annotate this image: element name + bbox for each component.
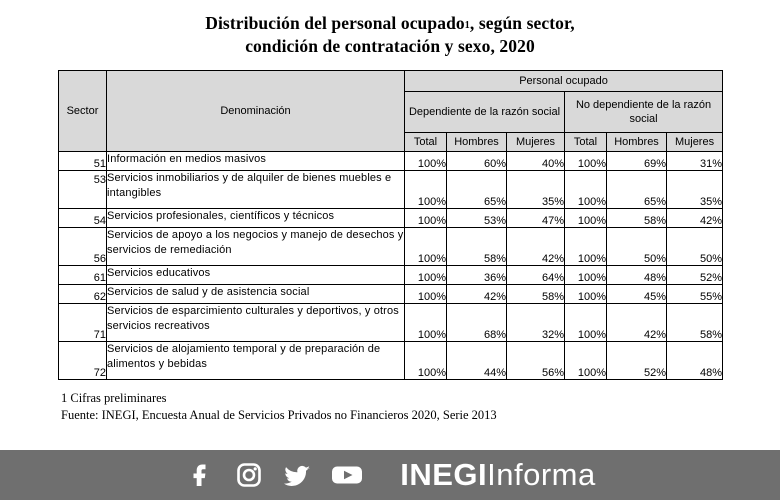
cell-nodep-hombres: 48% [607,266,667,285]
cell-nodep-mujeres: 35% [667,171,723,209]
cell-denominacion: Servicios de esparcimiento culturales y deportivos, y otros servicios recreativos [107,304,405,342]
table-container [58,70,722,380]
table-row [59,342,723,380]
cell-dep-total: 100% [405,152,447,171]
header-sector: Sector [59,71,107,152]
cell-nodep-hombres: 58% [607,209,667,228]
header-row-top [59,71,723,92]
cell-sector: 61 [59,266,107,285]
table-row [59,285,723,304]
header-denominacion: Denominación [107,71,405,152]
cell-nodep-mujeres: 48% [667,342,723,380]
cell-nodep-mujeres: 42% [667,209,723,228]
cell-nodep-mujeres: 52% [667,266,723,285]
cell-nodep-mujeres: 58% [667,304,723,342]
cell-nodep-mujeres: 50% [667,228,723,266]
cell-denominacion: Servicios de apoyo a los negocios y manejo de desechos y servicios de remediación [107,228,405,266]
cell-nodep-hombres: 42% [607,304,667,342]
cell-denominacion: Servicios de salud y de asistencia social [107,285,405,304]
cell-dep-mujeres: 35% [507,171,565,209]
cell-dep-mujeres: 42% [507,228,565,266]
cell-dep-mujeres: 32% [507,304,565,342]
title-line-1-suffix: , según sector, [469,13,575,33]
cell-sector: 51 [59,152,107,171]
cell-nodep-hombres: 45% [607,285,667,304]
cell-nodep-total: 100% [565,342,607,380]
footnote-preliminary: 1 Cifras preliminares [61,391,167,405]
cell-sector: 53 [59,171,107,209]
table-row [59,152,723,171]
cell-nodep-total: 100% [565,171,607,209]
header-sub-nodep-mujeres: Mujeres [667,133,723,152]
cell-dep-total: 100% [405,304,447,342]
header-sub-dep-total: Total [405,133,447,152]
cell-dep-total: 100% [405,209,447,228]
cell-dep-mujeres: 64% [507,266,565,285]
cell-denominacion: Servicios de alojamiento temporal y de preparación de alimentos y bebidas [107,342,405,380]
social-icons [184,458,366,492]
cell-nodep-hombres: 52% [607,342,667,380]
header-no-dependiente: No dependiente de la razón social [565,92,723,133]
cell-dep-hombres: 68% [447,304,507,342]
table-row [59,304,723,342]
title-line-1 [0,12,780,35]
cell-denominacion: Servicios inmobiliarios y de alquiler de bienes muebles e intangibles [107,171,405,209]
brand-inegi: INEGI [400,457,488,492]
footer-bar [0,450,780,500]
title-line-1-text: Distribución del personal ocupado [205,13,465,33]
source-note: Fuente: INEGI, Encuesta Anual de Servicios Privados no Financieros 2020, Serie 2013 [61,408,497,422]
cell-dep-hombres: 65% [447,171,507,209]
cell-dep-hombres: 58% [447,228,507,266]
cell-dep-hombres: 42% [447,285,507,304]
cell-dep-total: 100% [405,342,447,380]
header-dependiente: Dependiente de la razón social [405,92,565,133]
cell-dep-mujeres: 56% [507,342,565,380]
header-sub-dep-hombres: Hombres [447,133,507,152]
cell-dep-total: 100% [405,285,447,304]
cell-nodep-total: 100% [565,304,607,342]
title-footnote-marker: 1 [464,20,470,31]
cell-nodep-total: 100% [565,285,607,304]
distribution-table [58,70,723,380]
instagram-icon[interactable] [232,458,266,492]
table-row [59,209,723,228]
cell-dep-total: 100% [405,266,447,285]
cell-nodep-hombres: 65% [607,171,667,209]
header-personal-ocupado: Personal ocupado [405,71,723,92]
inegi-informa-logo [400,457,596,493]
header-sub-nodep-total: Total [565,133,607,152]
cell-nodep-mujeres: 31% [667,152,723,171]
table-row [59,266,723,285]
cell-denominacion: Información en medios masivos [107,152,405,171]
cell-dep-hombres: 36% [447,266,507,285]
cell-dep-mujeres: 47% [507,209,565,228]
header-sub-nodep-hombres: Hombres [607,133,667,152]
cell-dep-hombres: 60% [447,152,507,171]
cell-dep-mujeres: 58% [507,285,565,304]
youtube-icon[interactable] [328,458,366,492]
cell-denominacion: Servicios profesionales, científicos y técnicos [107,209,405,228]
cell-dep-mujeres: 40% [507,152,565,171]
cell-dep-total: 100% [405,228,447,266]
table-head [59,71,723,152]
cell-nodep-total: 100% [565,266,607,285]
table-row [59,171,723,209]
cell-nodep-mujeres: 55% [667,285,723,304]
cell-dep-total: 100% [405,171,447,209]
cell-sector: 56 [59,228,107,266]
cell-nodep-total: 100% [565,209,607,228]
title-line-2: condición de contratación y sexo, 2020 [245,36,535,56]
cell-sector: 71 [59,304,107,342]
cell-dep-hombres: 53% [447,209,507,228]
table-body [59,152,723,380]
page-title [0,0,780,58]
table-row [59,228,723,266]
cell-denominacion: Servicios educativos [107,266,405,285]
cell-dep-hombres: 44% [447,342,507,380]
cell-sector: 62 [59,285,107,304]
header-sub-dep-mujeres: Mujeres [507,133,565,152]
cell-sector: 72 [59,342,107,380]
cell-nodep-total: 100% [565,228,607,266]
cell-nodep-hombres: 50% [607,228,667,266]
cell-nodep-total: 100% [565,152,607,171]
cell-nodep-hombres: 69% [607,152,667,171]
brand-informa: Informa [487,457,596,492]
twitter-icon[interactable] [280,458,314,492]
facebook-icon[interactable] [184,458,218,492]
cell-sector: 54 [59,209,107,228]
notes-block [55,390,725,424]
